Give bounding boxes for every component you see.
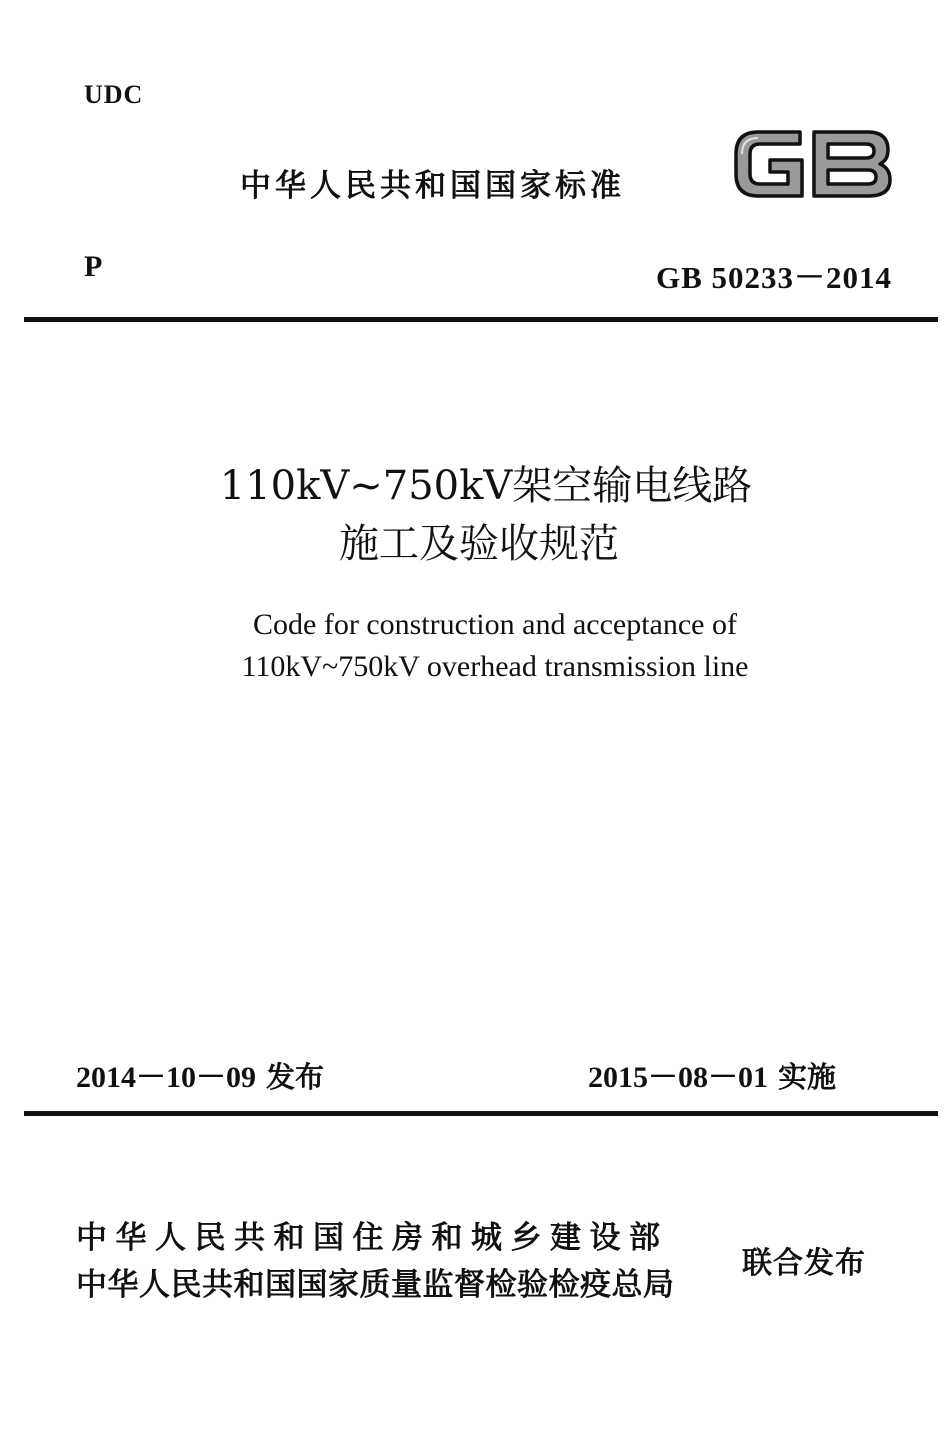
issue-label: 发布 xyxy=(266,1060,325,1094)
gb-logo-text: GB xyxy=(728,118,730,119)
bottom-divider xyxy=(24,1111,938,1116)
effective-date: 2015－08－01 xyxy=(588,1061,768,1094)
top-divider xyxy=(24,317,938,322)
category-code: P xyxy=(84,250,103,283)
national-standard-heading: 中华人民共和国国家标准 xyxy=(240,168,625,204)
title-en-line1: Code for construction and acceptance of xyxy=(253,608,737,641)
publisher-ministry: 中华人民共和国住房和城乡建设部 xyxy=(76,1220,669,1256)
udc-label: UDC xyxy=(84,80,144,109)
issue-date: 2014－10－09 xyxy=(76,1061,256,1094)
gb-logo-b xyxy=(814,132,890,196)
title-cn-line1: 110kV~750kV架空输电线路 xyxy=(219,463,753,509)
standard-number: GB 50233－2014 xyxy=(655,260,892,295)
title-cn-line2: 施工及验收规范 xyxy=(339,521,619,567)
effective-label: 实施 xyxy=(778,1060,837,1094)
joint-release-label: 联合发布 xyxy=(742,1246,866,1281)
publisher-aqsiq: 中华人民共和国国家质量监督检验检疫总局 xyxy=(76,1267,675,1303)
title-en-line2: 110kV~750kV overhead transmission line xyxy=(241,650,749,683)
gb-logo-g xyxy=(736,132,802,196)
effective-date-block xyxy=(588,1052,836,1096)
gb-logo-icon xyxy=(728,118,896,210)
issue-date-block xyxy=(76,1052,324,1096)
